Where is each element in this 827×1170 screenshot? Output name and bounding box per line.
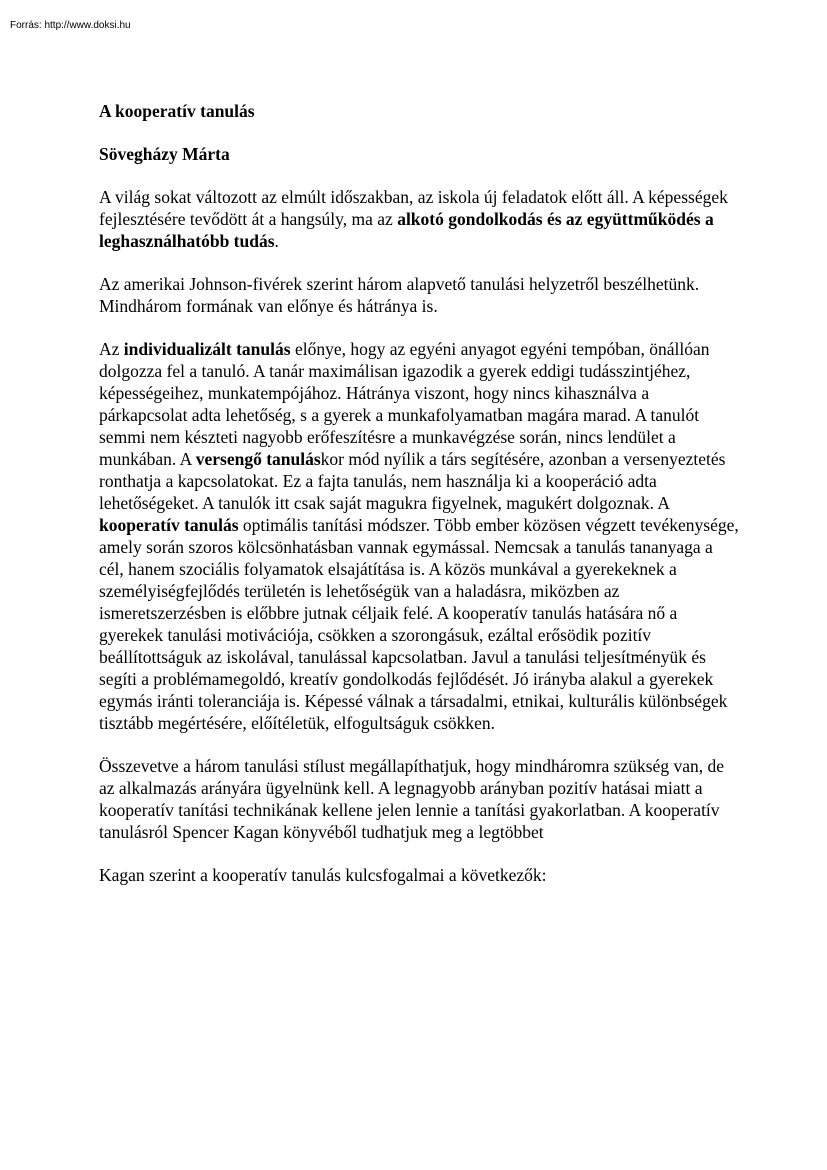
paragraph-summary: Összevetve a három tanulási stílust megállapíthatjuk, hogy mindháromra szükség van, de az alkalmazás arányára ügyelnünk kell. A legnagyobb arányban pozitív hatásai miatt a kooperatív tanítási technikának kellene jelen lennie a tanítási gyakorlatban. A kooperatív tanulásról Spencer Kagan könyvéből tudhatjuk meg a legtöbbet [99,756,724,842]
paragraph-learning-types-text-1: Az [99,339,124,359]
paragraph-learning-types-text-2: előnye, hogy az egyéni anyagot egyéni tempóban, önállóan dolgozza fel a tanuló. A tanár maximálisan igazodik a gyerek eddigi tudásszintjéhez, képességeihez, munkatempójához. Hátránya viszont, hogy nincs kihasználva a párkapcsolat adta lehetőség, s a gyerek a munkafolyamatban magára marad. A tanulót semmi nem készteti nagyobb erőfeszítésre a munkavégzése során, nincs lendület a munkában. A [99,339,710,469]
paragraph-intro [99,186,739,252]
paragraph-learning-types-text-4: optimális tanítási módszer. Több ember közösen végzett tevékenysége, amely során szoros kölcsönhatásban vannak egymással. Nemcsak a tanulás tananyaga a cél, hanem szociális folyamatok elsajátítása is. A közös munkával a gyerekeknek a személyiségfejlődés területén is lehetőségük van a haladásra, miközben az ismeretszerzésben is előbbre jutnak céljaik felé. A kooperatív tanulás hatására nő a gyerekek tanulási motivációja, csökken a szorongásuk, ezáltal erősödik pozitív beállítottságuk az iskolával, tanulással kapcsolatban. Javul a tanulási teljesítményük és segíti a problémamegoldó, kreatív gondolkodás fejlődését. Jó irányba alakul a gyerekek egymás iránti toleranciája is. Képessé válnak a társadalmi, etnikai, kulturális különbségek tisztább megértésére, előítéletük, elfogultságuk csökken. [99,515,739,733]
term-individualized-learning: individualizált tanulás [123,339,291,359]
paragraph-intro-text: A világ sokat változott az elmúlt időszakban, az iskola új feladatok előtt áll. A képességek fejlesztésére tevődött át a hangsúly, ma az [99,187,728,229]
source-line: Forrás: http://www.doksi.hu [10,20,131,31]
document-body [99,100,739,907]
paragraph-learning-types-text-3: kor mód nyílik a társ segítésére, azonban a versenyeztetés ronthatja a kapcsolatokat. Ez a fajta tanulás, nem használja ki a kooperáció adta lehetőségeket. A tanulók itt csak saját magukra figyelnek, magukért dolgoznak. A [99,449,726,513]
paragraph-intro-end: . [274,231,279,251]
paragraph-intro-bold: alkotó gondolkodás és az együttműködés a leghasználhatóbb tudás [99,209,714,251]
term-cooperative-learning: kooperatív tanulás [99,515,239,535]
term-competitive-learning: versengő tanulás [195,449,321,469]
paragraph-learning-types [99,338,739,734]
document-title: A kooperatív tanulás [99,101,255,121]
paragraph-kagan: Kagan szerint a kooperatív tanulás kulcsfogalmai a következők: [99,865,547,885]
paragraph-johnson: Az amerikai Johnson-fivérek szerint három alapvető tanulási helyzetről beszélhetünk. Mindhárom formának van előnye és hátránya is. [99,274,700,316]
document-author: Sövegházy Márta [99,144,230,164]
